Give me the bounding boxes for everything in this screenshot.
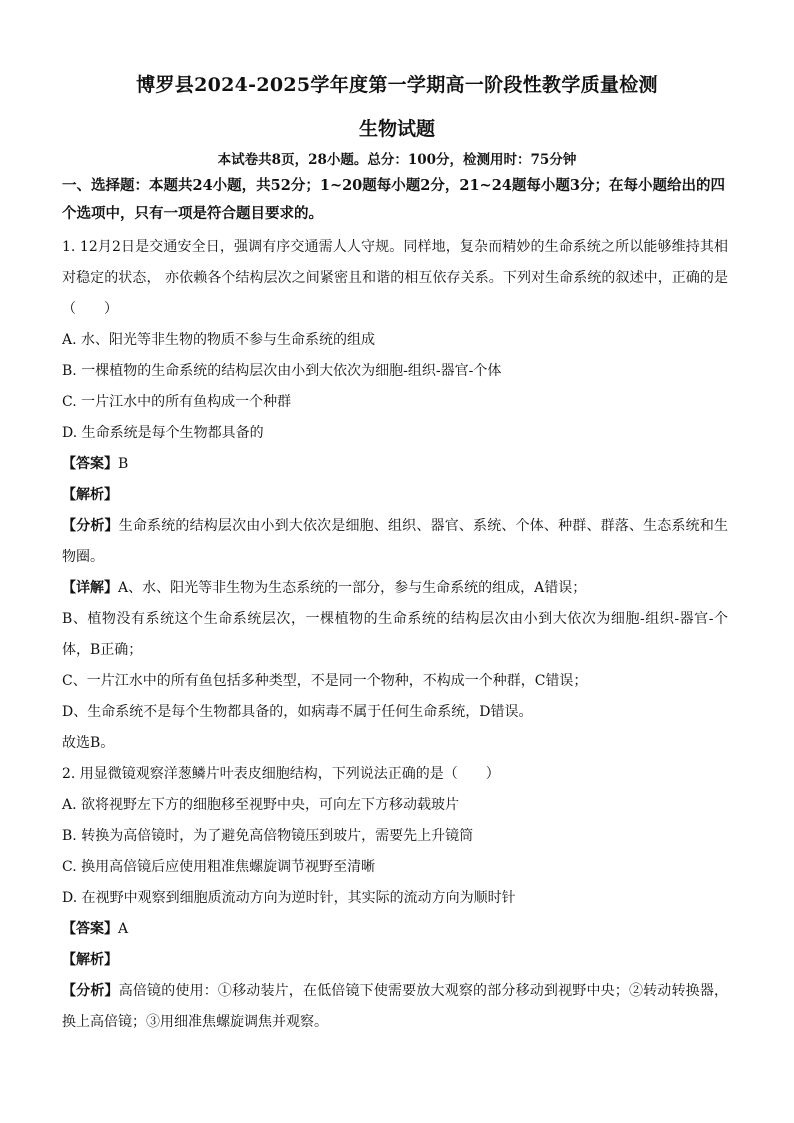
- fenxi-text: 生命系统的结构层次由小到大依次是细胞、组织、器官、系统、个体、种群、群落、生态系统和生物圈。: [62, 518, 729, 565]
- xiangjie-item: B、植物没有系统这个生命系统层次，一棵植物的生命系统的结构层次由小到大依次为细胞-组织-器官-个体，B正确；: [62, 611, 728, 658]
- answer-value: A: [118, 921, 129, 937]
- option-b: B. 一棵植物的生命系统的结构层次由小到大依次为细胞-组织-器官-个体: [62, 363, 502, 379]
- xiangjie-item: D、生命系统不是每个生物都具备的，如病毒不属于任何生命系统，D错误。: [62, 704, 533, 720]
- question-1: [62, 232, 728, 759]
- fenxi-line: [62, 976, 728, 1038]
- answer-tag: 【答案】: [62, 921, 118, 937]
- answer-tag: 【答案】: [62, 456, 118, 472]
- xiangjie-tag: 【详解】: [62, 580, 118, 596]
- fenxi-tag: 【分析】: [62, 983, 119, 999]
- option-b: B. 转换为高倍镜时，为了避免高倍物镜压到玻片，需要先上升镜筒: [62, 828, 474, 844]
- option-a: A. 水、阳光等非生物的物质不参与生命系统的组成: [62, 332, 376, 348]
- fenxi-text: 高倍镜的使用：①移动装片，在低倍镜下使需要放大观察的部分移动到视野中央；②转动转换器，换上高倍镜；③用细准焦螺旋调焦并观察。: [62, 983, 729, 1030]
- exam-content: [62, 172, 728, 1038]
- xiangjie-item: C、一片江水中的所有鱼包括多种类型，不是同一个物种，不构成一个种群，C错误；: [62, 673, 588, 689]
- question-stem: 2. 用显微镜观察洋葱鳞片叶表皮细胞结构，下列说法正确的是（ ）: [62, 766, 500, 782]
- analysis-line: [62, 480, 728, 511]
- option-d: D. 在视野中观察到细胞质流动方向为逆时针，其实际的流动方向为顺时针: [62, 890, 516, 906]
- option-c: C. 换用高倍镜后应使用粗准焦螺旋调节视野至清晰: [62, 859, 376, 875]
- analysis-line: [62, 945, 728, 976]
- xiangjie-text: A、水、阳光等非生物为生态系统的一部分，参与生命系统的组成，A错误；: [118, 580, 587, 596]
- answer-line: [62, 449, 728, 480]
- fenxi-tag: 【分析】: [62, 518, 119, 534]
- xiangjie-line: [62, 573, 728, 604]
- answer-value: B: [118, 456, 129, 472]
- analysis-tag: 【解析】: [62, 487, 118, 503]
- conclusion: 故选B。: [62, 735, 115, 751]
- page-subtitle: 生物试题: [358, 118, 435, 140]
- fenxi-line: [62, 511, 728, 573]
- option-a: A. 欲将视野左下方的细胞移至视野中央，可向左下方移动载玻片: [62, 797, 460, 813]
- question-2: [62, 759, 728, 1038]
- page-title: 博罗县2024-2025学年度第一学期高一阶段性教学质量检测: [136, 74, 658, 96]
- option-c: C. 一片江水中的所有鱼构成一个种群: [62, 394, 292, 410]
- option-d: D. 生命系统是每个生物都具备的: [62, 425, 264, 441]
- exam-info: 本试卷共8页，28小题。总分：100分，检测用时：75分钟: [217, 152, 577, 168]
- answer-line: [62, 914, 728, 945]
- question-stem: 1. 12月2日是交通安全日，强调有序交通需人人守规。同样地，复杂而精妙的生命系统之所以能够维持其相对稳定的状态， 亦依赖各个结构层次之间紧密且和谐的相互依存关系。下列对生命系统的叙述中，正确的是（ ）: [62, 239, 728, 317]
- section-heading: 一、选择题：本题共24小题，共52分；1~20题每小题2分，21~24题每小题3分；在每小题给出的四个选项中，只有一项是符合题目要求的。: [62, 177, 725, 222]
- analysis-tag: 【解析】: [62, 952, 118, 968]
